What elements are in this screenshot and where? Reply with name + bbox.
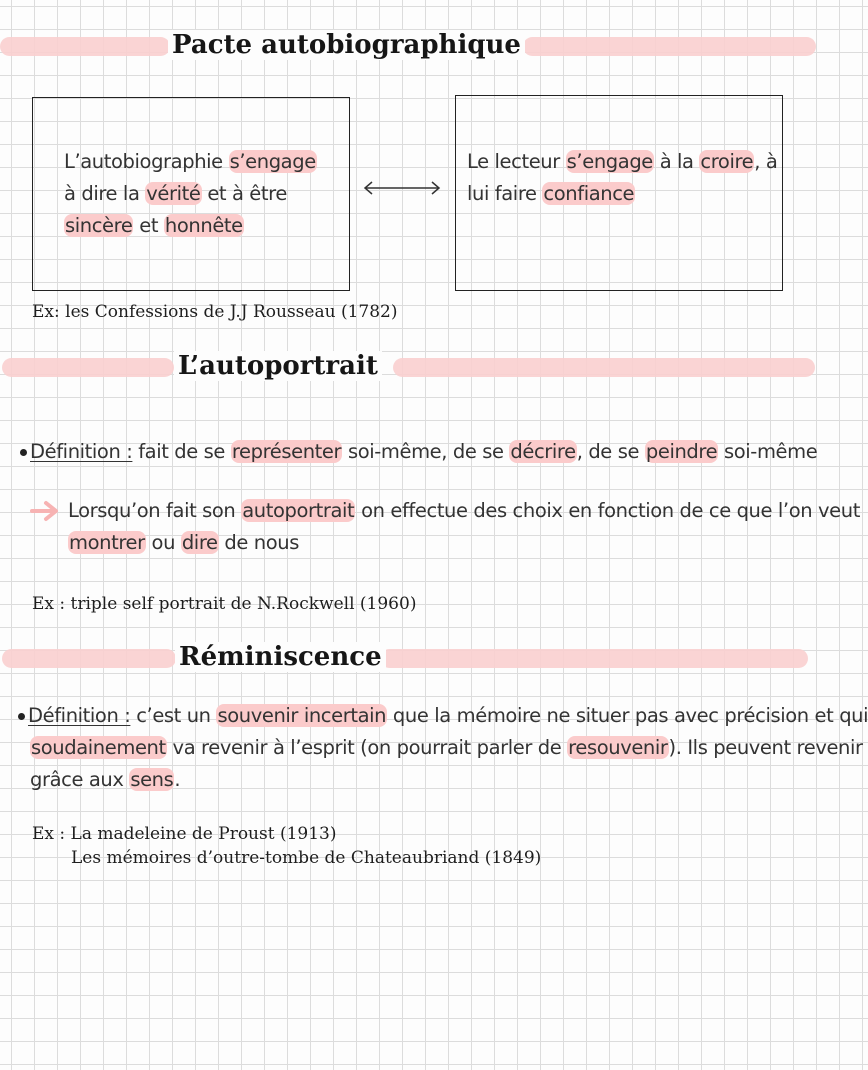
section-title-reminiscence: Réminiscence	[175, 642, 386, 672]
bullet-icon	[18, 713, 25, 720]
example-reminiscence-1: Ex : La madeleine de Proust (1913)	[32, 824, 337, 844]
right-box-line-2: lui faire confiance	[467, 182, 635, 205]
right-box-line-1: Le lecteur s’engage à la croire, à	[467, 150, 778, 173]
title-highlight-right	[523, 37, 816, 56]
section-title-autoportrait: L’autoportrait	[174, 351, 382, 381]
section-title-pacte: Pacte autobiographique	[168, 30, 525, 60]
title-highlight-right	[380, 649, 808, 668]
definition-label: Définition :	[28, 704, 131, 727]
title-highlight-right	[393, 358, 815, 377]
left-box-line-3: sincère et honnête	[65, 214, 243, 237]
definition-label: Définition :	[30, 440, 133, 463]
definition-reminiscence	[18, 700, 868, 796]
definition-line-2: soudainement va revenir à l’esprit (on pourrait parler de resouvenir). Ils peuvent revenir	[31, 736, 863, 759]
title-highlight-left	[2, 358, 174, 377]
example-pacte: Ex: les Confessions de J.J Rousseau (1782)	[32, 302, 398, 322]
definition-autoportrait: Définition : fait de se représenter soi-même, de se décrire, de se peindre soi-même	[20, 436, 817, 468]
title-highlight-left	[0, 37, 170, 56]
double-arrow-icon	[362, 179, 442, 197]
left-box-line-2: à dire la vérité et à être	[64, 182, 287, 205]
right-box-text	[467, 146, 777, 210]
example-reminiscence-2: Les mémoires d’outre-tombe de Chateaubriand (1849)	[71, 848, 542, 868]
definition-line-1: Définition : c’est un souvenir incertain que la mémoire ne situer pas avec précision et qui	[18, 700, 868, 732]
definition-line-3: grâce aux sens.	[30, 768, 181, 791]
example-autoportrait: Ex : triple self portrait de N.Rockwell (1960)	[32, 594, 417, 614]
left-box-text	[64, 146, 317, 242]
consequence-line-2: montrer ou dire de nous	[69, 531, 300, 554]
consequence-autoportrait	[68, 495, 860, 559]
arrow-right-icon	[30, 500, 62, 522]
left-box-line-1: L’autobiographie s’engage	[64, 150, 316, 173]
bullet-icon	[20, 449, 27, 456]
title-highlight-left	[2, 649, 176, 668]
consequence-line-1: Lorsqu’on fait son autoportrait on effectue des choix en fonction de ce que l’on veut	[68, 499, 860, 522]
